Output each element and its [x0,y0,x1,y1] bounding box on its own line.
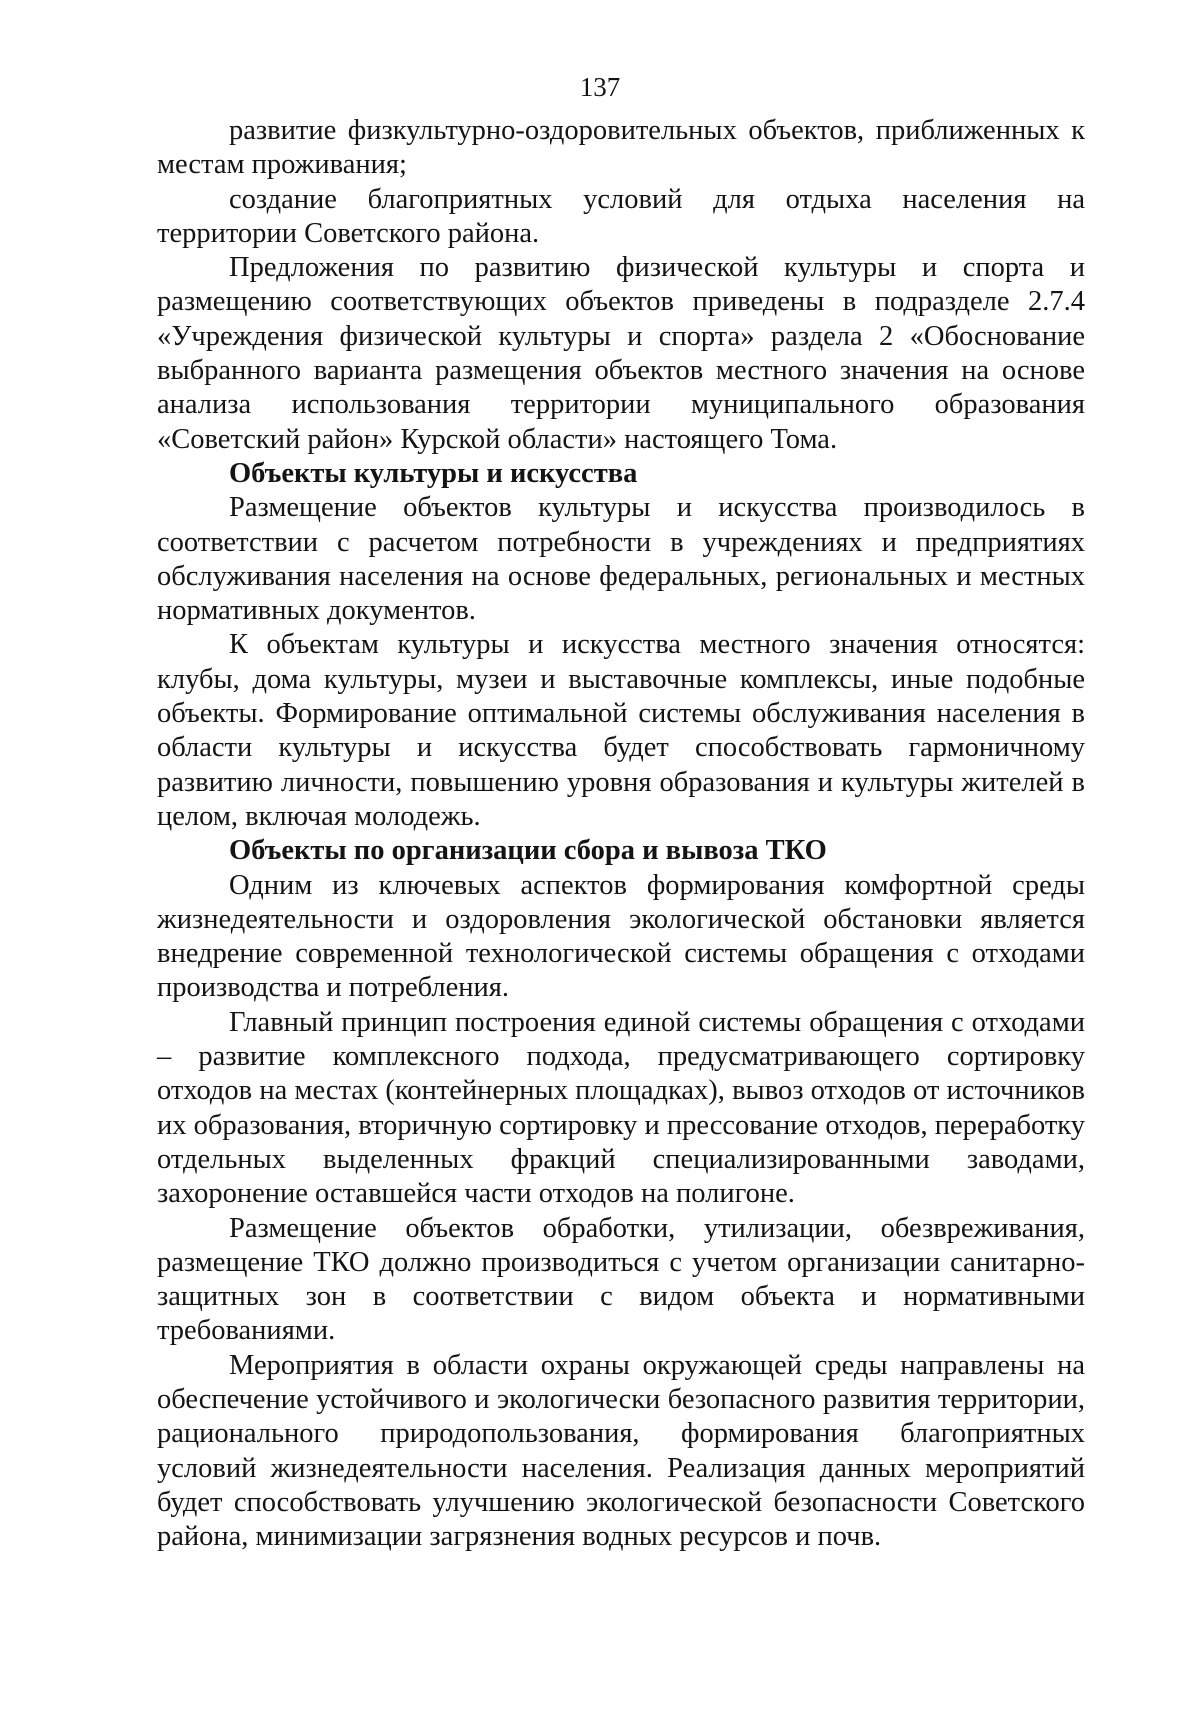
paragraph-recreation-conditions: создание благоприятных условий для отдыха населения на территории Советского района. [157,183,1085,249]
paragraph-waste-principle: Главный принцип построения единой системы обращения с отходами – развитие комплексного подхода, предусматривающего сортировку отходов на местах (контейнерных площадках), вывоз отходов от источников их образования, вторичную сортировку и прессование отходов, переработку отдельных выделенных фракций специализированными заводами, захоронение оставшейся части отходов на полигоне. [157,1006,1085,1210]
paragraph-culture-objects-list: К объектам культуры и искусства местного значения относятся: клубы, дома культуры, музеи и выставочные комплексы, иные подобные объекты. Формирование оптимальной системы обслуживания населения в области культуры и искусства будет способствовать гармоничному развитию личности, повышению уровня образования и культуры жителей в целом, включая молодежь. [157,629,1085,832]
paragraph-waste-aspects: Одним из ключевых аспектов формирования комфортной среды жизнедеятельности и оздоровления экологической обстановки является внедрение современной технологической системы обращения с отходами производства и потребления. [157,869,1085,1004]
paragraph-environment-measures: Мероприятия в области охраны окружающей среды направлены на обеспечение устойчивого и экологически безопасного развития территории, рационального природопользования, формирования благоприятных условий жизнедеятельности населения. Реализация данных мероприятий будет способствовать улучшению экологической безопасности Советского района, минимизации загрязнения водных ресурсов и почв. [157,1349,1085,1553]
page-number: 137 [579,72,621,102]
heading-culture-objects: Объекты культуры и искусства [229,457,638,489]
document-body [157,114,1085,1554]
paragraph-sports-proposals: Предложения по развитию физической культуры и спорта и размещению соответствующих объектов приведены в подразделе 2.7.4 «Учреждения физической культуры и спорта» раздела 2 «Обоснование выбранного варианта размещения объектов местного значения на основе анализа использования территории муниципального образования «Советский район» Курской области» настоящего Тома. [157,252,1085,455]
paragraph-waste-placement: Размещение объектов обработки, утилизации, обезвреживания, размещение ТКО должно производиться с учетом организации санитарно-защитных зон в соответствии с видом объекта и нормативными требованиями. [157,1212,1085,1347]
paragraph-culture-placement: Размещение объектов культуры и искусства производилось в соответствии с расчетом потребности в учреждениях и предприятиях обслуживания населения на основе федеральных, региональных и местных нормативных документов. [157,492,1085,627]
paragraph-sports-facilities: развитие физкультурно-оздоровительных объектов, приближенных к местам проживания; [157,115,1085,181]
heading-waste-objects: Объекты по организации сбора и вывоза ТКО [229,835,827,867]
